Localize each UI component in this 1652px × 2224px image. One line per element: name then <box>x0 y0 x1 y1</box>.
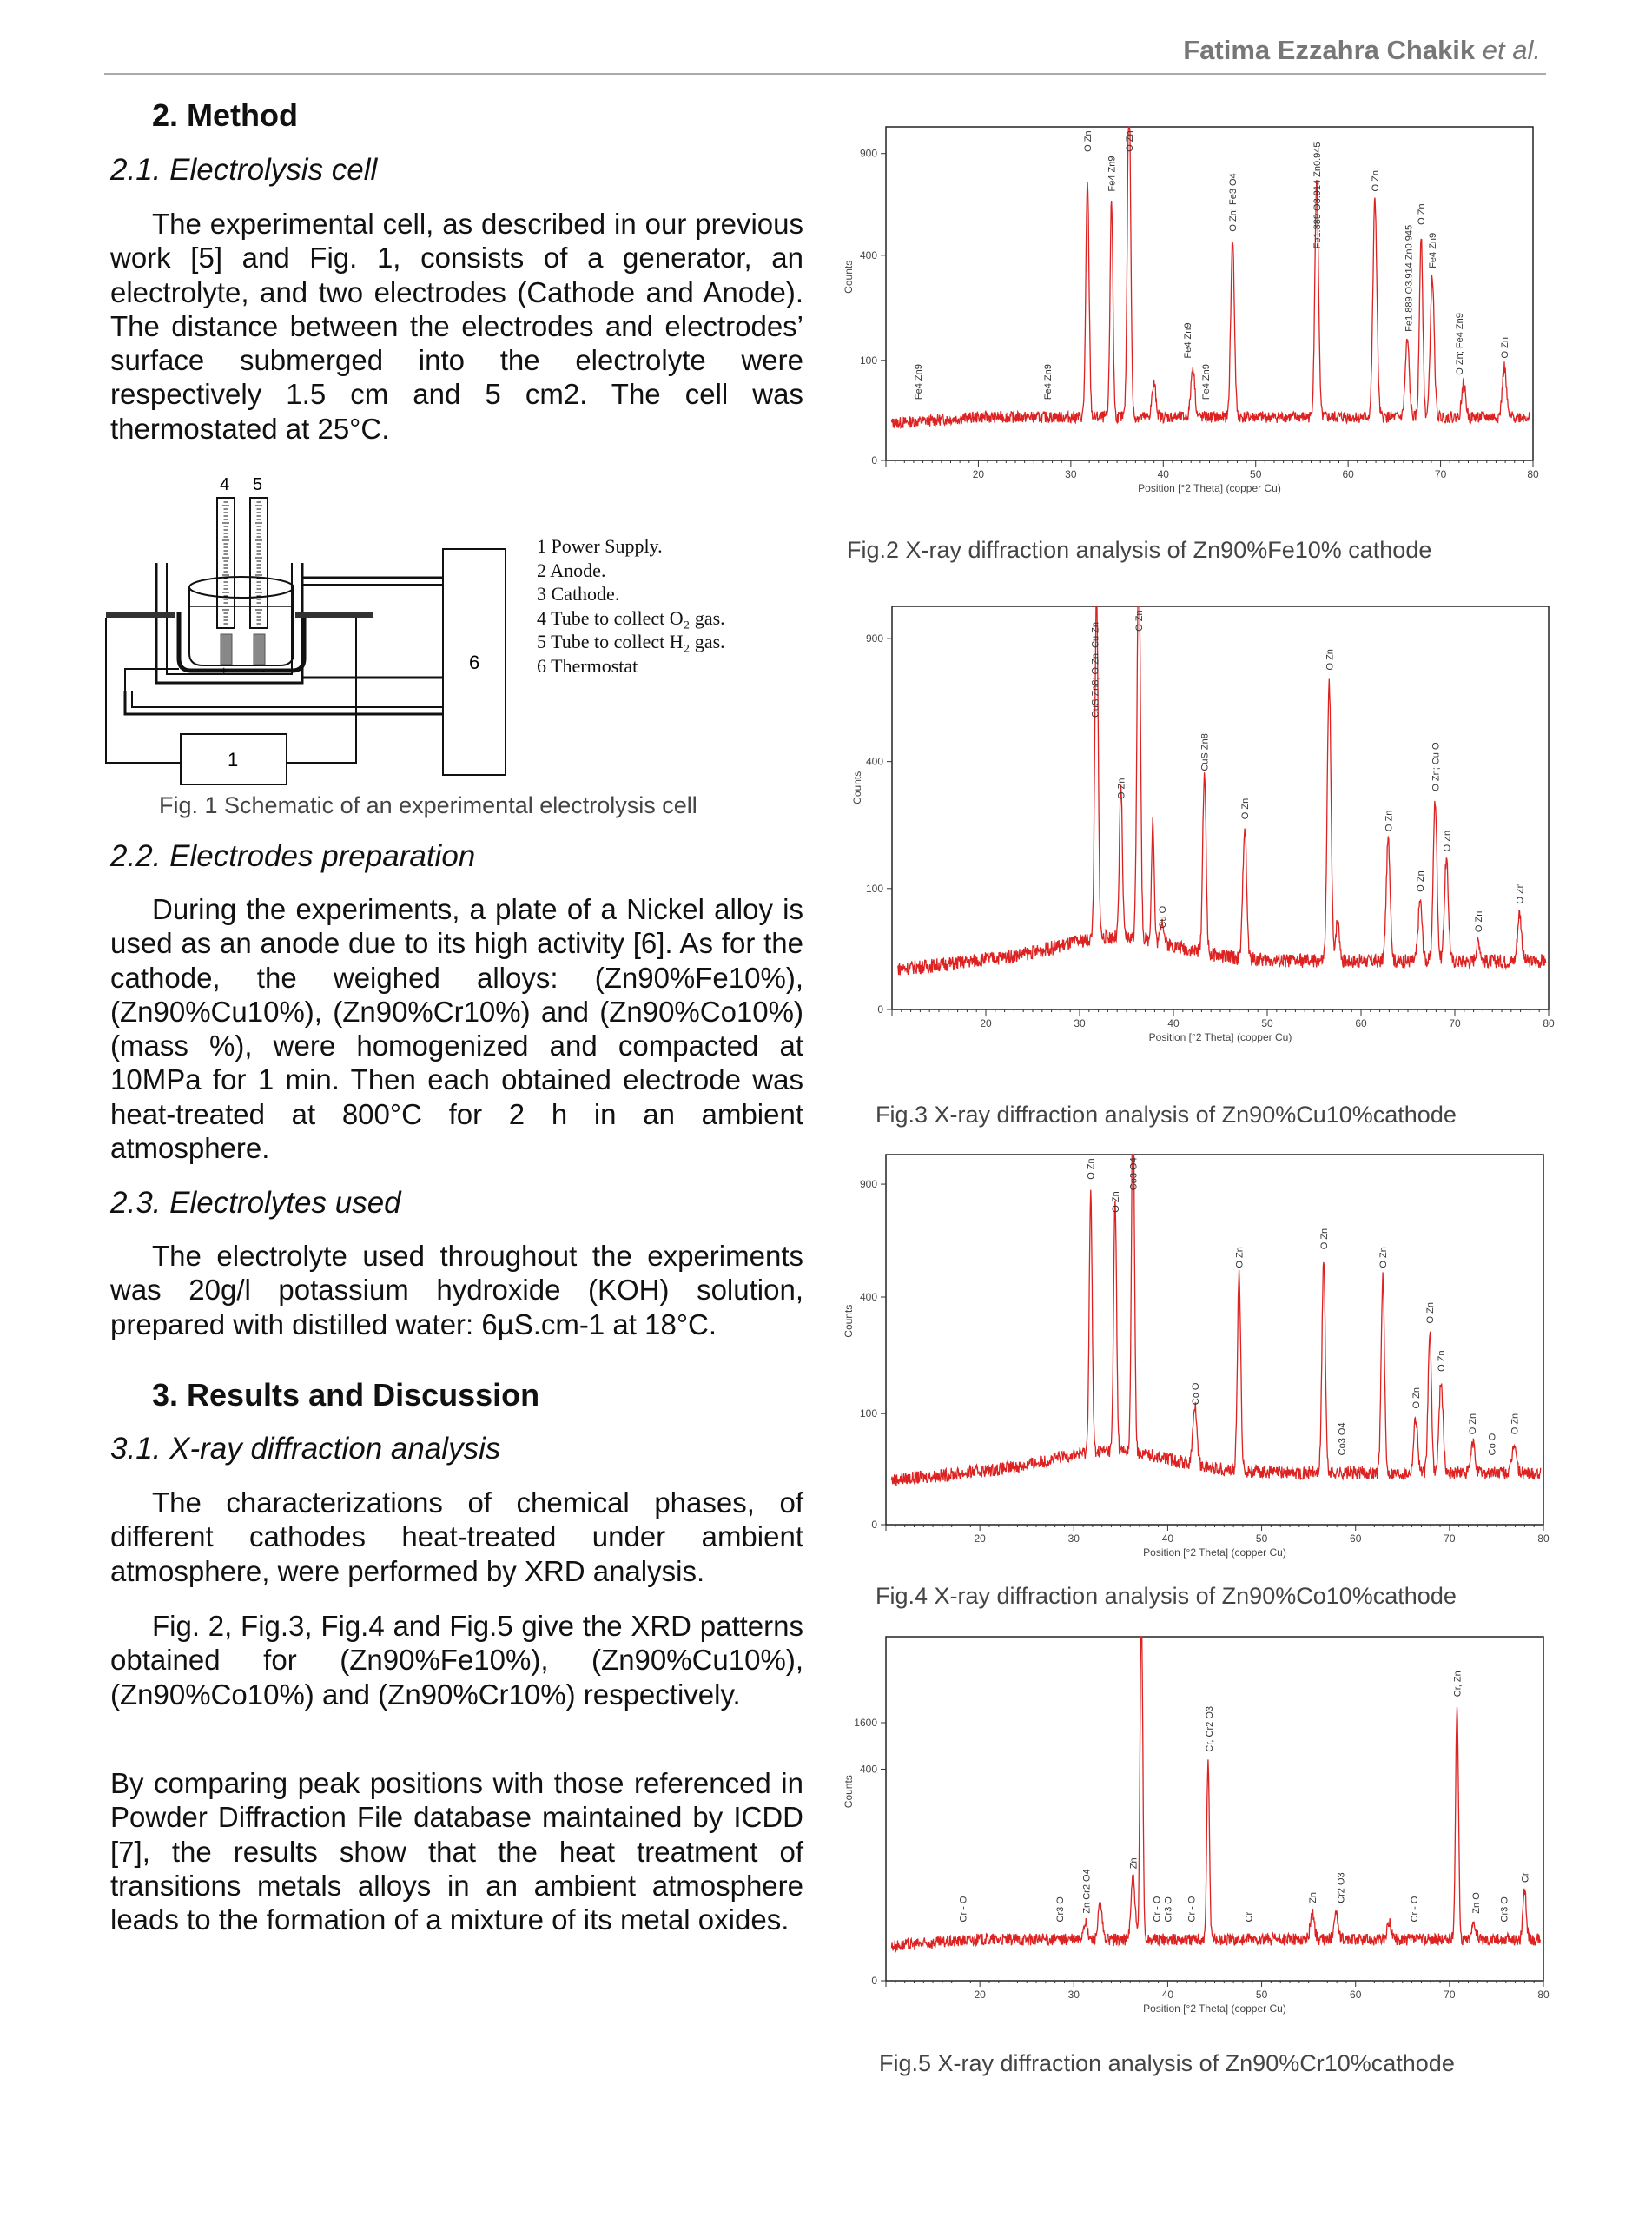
figure-1-caption: Fig. 1 Schematic of an experimental electrolysis cell <box>159 792 697 818</box>
y-tick-label: 1600 <box>854 1717 877 1729</box>
legend-item: 3 Cathode. <box>537 583 620 605</box>
x-tick-label: 70 <box>1444 1532 1456 1545</box>
peak-label: O Zn <box>1086 1158 1097 1180</box>
peak-label: O Zn; Cu O <box>1431 742 1442 791</box>
peak-label: Fe1.889 O3.914 Zn0.945 <box>1312 142 1323 249</box>
figure-2-caption: Fig.2 X-ray diffraction analysis of Zn90%Fe10% cathode <box>847 537 1432 563</box>
x-tick-label: 40 <box>1161 1532 1174 1545</box>
section-2-heading: 2. Method <box>152 97 298 133</box>
peak-label: Fe4 Zn9 <box>1201 364 1213 400</box>
peak-label: Co O <box>1487 1433 1498 1456</box>
y-axis-label: Counts <box>851 771 863 804</box>
peak-label: O Zn <box>1116 778 1127 799</box>
peak-label: O Zn <box>1110 1191 1121 1213</box>
peak-label: O Zn <box>1240 798 1252 820</box>
peak-label: O Zn <box>1134 610 1146 632</box>
xrd-chart-zn-co <box>838 1151 1559 1568</box>
peak-label: Cr - O <box>1409 1896 1420 1923</box>
xrd-chart-zn-cr <box>838 1633 1559 2024</box>
plus-sign: + <box>221 664 228 677</box>
peak-label: Zn <box>1128 1857 1140 1870</box>
peak-label: Co O <box>1190 1382 1201 1406</box>
x-tick-label: 30 <box>1065 468 1077 480</box>
x-axis-label: Position [°2 Theta] (copper Cu) <box>1138 482 1281 494</box>
peak-label: O Zn <box>1417 203 1428 225</box>
peak-label: Cr <box>1520 1872 1531 1883</box>
xrd-chart-zn-fe <box>838 122 1550 504</box>
y-axis-label: Counts <box>843 260 855 294</box>
peak-label: CuS Zn8; O Zn; Cu Zn <box>1090 621 1101 718</box>
peak-label: O Zn <box>1474 910 1484 933</box>
x-tick-label: 60 <box>1350 1989 1362 2001</box>
power-supply-label: 1 <box>228 749 239 771</box>
xrd-pattern-line <box>898 606 1546 976</box>
x-tick-label: 50 <box>1255 1989 1268 2001</box>
x-tick-label: 80 <box>1537 1532 1550 1545</box>
legend-item: 6 Thermostat <box>537 654 638 677</box>
tube-label-5: 5 <box>253 475 263 494</box>
peak-label: O Zn <box>1378 1247 1390 1268</box>
paragraph-electrolysis-cell: The experimental cell, as described in our previous work [5] and Fig. 1, consists of a generator, an electrolyte, and two electrodes (Cathode and Anode). The distance between the electrodes and electrodes’ surface submerged into the electrolyte were respectively 1.5 cm and 5 cm2. The cell was thermostated at 25°C. <box>110 208 803 445</box>
peak-label: Co3 O4 <box>1337 1422 1348 1456</box>
peak-label: O Zn; Fe4 Zn9 <box>1454 313 1465 375</box>
x-axis-label: Position [°2 Theta] (copper Cu) <box>1143 1546 1286 1559</box>
x-tick-label: 50 <box>1255 1532 1268 1545</box>
minus-sign: - <box>261 664 266 677</box>
subsection-2-3-heading: 2.3. Electrolytes used <box>110 1186 401 1220</box>
paragraph-xrd-conclusion: By comparing peak positions with those referenced in Powder Diffraction File database maintained by ICDD [7], the results show that the heat treatment of transitions metals alloys in an ambient atmosphere leads to the formation of a mixture of its metal oxides. <box>110 1767 803 1936</box>
peak-label: Fe4 Zn9 <box>1182 322 1193 359</box>
y-tick-label: 400 <box>865 755 883 768</box>
paragraph-electrodes-preparation: During the experiments, a plate of a Nickel alloy is used as an anode due to its high activity [6]. As for the cathode, the weighed alloys: (Zn90%Fe10%), (Zn90%Cu10%), (Zn90%Cr10%) and (Zn90%Co10%) (mass %), were homogenized and compacted at 10MPa for 1 min. Then each obtained electrode was heat-treated at 800°C for 2 h in an ambient atmosphere. <box>110 893 803 1165</box>
peak-label: Fe4 Zn9 <box>1043 364 1054 400</box>
peak-label: Fe4 Zn9 <box>914 364 925 400</box>
y-tick-label: 400 <box>859 1291 877 1304</box>
peak-label: Fe4 Zn9 <box>1107 156 1118 192</box>
peak-label: O Zn <box>1083 130 1094 152</box>
paragraph-xrd-intro: The characterizations of chemical phases, of different cathodes heat-treated under ambient atmosphere, were performed by XRD analysis. <box>110 1486 803 1587</box>
peak-label: O Zn <box>1515 883 1526 904</box>
figure-5-caption: Fig.5 X-ray diffraction analysis of Zn90%Cr10%cathode <box>879 2050 1455 2076</box>
xrd-chart-zn-cu <box>847 601 1559 1053</box>
peak-label: O Zn <box>1500 337 1511 359</box>
figure-3-caption: Fig.3 X-ray diffraction analysis of Zn90%Cu10%cathode <box>876 1102 1457 1128</box>
x-tick-label: 80 <box>1537 1989 1550 2001</box>
peak-label: Cu O <box>1158 905 1169 929</box>
plot-frame <box>886 127 1533 460</box>
collection-tube-4 <box>217 498 235 628</box>
x-tick-label: 40 <box>1157 468 1169 480</box>
section-3-heading: 3. Results and Discussion <box>152 1377 540 1413</box>
peak-label: Cr - O <box>958 1896 969 1923</box>
y-tick-label: 900 <box>859 1178 877 1191</box>
peak-label: Cr3 O <box>1163 1896 1174 1923</box>
y-axis-label: Counts <box>843 1304 855 1338</box>
y-tick-label: 400 <box>859 248 877 261</box>
x-tick-label: 70 <box>1449 1017 1461 1029</box>
xrd-pattern-line <box>892 1155 1541 1486</box>
y-tick-label: 100 <box>859 1407 877 1420</box>
x-tick-label: 40 <box>1167 1017 1180 1029</box>
x-tick-label: 60 <box>1355 1017 1367 1029</box>
x-tick-label: 50 <box>1250 468 1262 480</box>
peak-label: Cr3 O <box>1499 1896 1510 1923</box>
paragraph-electrolytes-used: The electrolyte used throughout the experiments was 20g/l potassium hydroxide (KOH) solution, prepared with distilled water: 6µS.cm-1 at 18°C. <box>110 1240 803 1340</box>
y-tick-label: 0 <box>877 1003 883 1016</box>
peak-label: Fe1.889 O3.914 Zn0.945 <box>1404 224 1415 332</box>
y-tick-label: 400 <box>859 1763 877 1776</box>
y-tick-label: 900 <box>859 147 877 160</box>
x-tick-label: 80 <box>1527 468 1539 480</box>
peak-label: O Zn <box>1510 1413 1521 1435</box>
peak-label: O Zn <box>1467 1413 1478 1435</box>
x-tick-label: 30 <box>1074 1017 1086 1029</box>
peak-label: O Zn <box>1318 1228 1330 1250</box>
peak-label: CuS Zn8 <box>1199 733 1211 771</box>
diagram-legend <box>537 534 741 678</box>
subsection-2-2-heading: 2.2. Electrodes preparation <box>110 839 476 873</box>
y-tick-label: 100 <box>859 354 877 367</box>
legend-item: 4 Tube to collect O₂ gas. <box>537 606 725 629</box>
subsection-2-1-heading: 2.1. Electrolysis cell <box>110 153 378 187</box>
peak-label: O Zn <box>1442 830 1453 852</box>
peak-label: Cr - O <box>1186 1896 1198 1923</box>
peak-label: Cr, Cr2 O3 <box>1205 1705 1216 1752</box>
header-rule <box>104 73 1546 75</box>
x-tick-label: 70 <box>1434 468 1447 480</box>
x-tick-label: 60 <box>1342 468 1354 480</box>
plot-frame <box>886 1155 1543 1525</box>
plot-frame <box>886 1637 1543 1981</box>
x-tick-label: 30 <box>1067 1989 1080 2001</box>
x-tick-label: 60 <box>1350 1532 1362 1545</box>
y-tick-label: 900 <box>865 632 883 645</box>
peak-label: Zn Cr2 O4 <box>1081 1869 1093 1914</box>
x-tick-label: 20 <box>974 1532 986 1545</box>
peak-label: O Zn <box>1234 1247 1246 1268</box>
figure-4-caption: Fig.4 X-ray diffraction analysis of Zn90%Co10%cathode <box>876 1583 1457 1609</box>
legend-item: 2 Anode. <box>537 559 606 581</box>
peak-label: Cr <box>1244 1911 1255 1923</box>
peak-label: O Zn <box>1437 1350 1448 1372</box>
x-axis-label: Position [°2 Theta] (copper Cu) <box>1148 1031 1292 1043</box>
peak-label: O Zn <box>1371 170 1382 192</box>
peak-label: Cr, Zn <box>1452 1671 1464 1698</box>
running-header-author: Fatima Ezzahra Chakik et al. <box>1183 35 1541 65</box>
y-tick-label: 0 <box>871 1519 877 1531</box>
tube-label-4: 4 <box>220 475 230 494</box>
collection-tube-5 <box>250 498 268 628</box>
x-tick-label: 80 <box>1543 1017 1555 1029</box>
x-axis-label: Position [°2 Theta] (copper Cu) <box>1143 2002 1286 2015</box>
paragraph-xrd-figures: Fig. 2, Fig.3, Fig.4 and Fig.5 give the XRD patterns obtained for (Zn90%Fe10%), (Zn90%Cu10%), (Zn90%Co10%) and (Zn90%Cr10%) respectively. <box>110 1610 803 1711</box>
xrd-pattern-line <box>892 1637 1541 1951</box>
thermostat-label: 6 <box>469 652 480 673</box>
peak-label: O Zn <box>1416 870 1427 892</box>
y-tick-label: 0 <box>871 454 877 467</box>
peak-label: Cr2 O3 <box>1336 1872 1347 1903</box>
subsection-3-1-heading: 3.1. X-ray diffraction analysis <box>110 1432 501 1466</box>
y-tick-label: 100 <box>865 882 883 895</box>
y-tick-label: 0 <box>871 1975 877 1987</box>
peak-label: Co3 O4 <box>1128 1157 1140 1191</box>
peak-label: Cr - O <box>1152 1896 1163 1923</box>
peak-label: O Zn <box>1425 1302 1437 1324</box>
peak-label: O Zn <box>1384 810 1395 832</box>
peak-label: O Zn <box>1124 130 1135 152</box>
x-tick-label: 20 <box>974 1989 986 2001</box>
peak-label: O Zn <box>1325 649 1336 671</box>
peak-label: O Zn; Fe3 O4 <box>1228 173 1239 232</box>
legend-item: 5 Tube to collect H₂ gas. <box>537 631 725 652</box>
x-tick-label: 50 <box>1261 1017 1273 1029</box>
peak-label: Zn <box>1307 1891 1318 1903</box>
x-tick-label: 30 <box>1067 1532 1080 1545</box>
legend-item: 1 Power Supply. <box>537 535 663 557</box>
peak-label: Cr3 O <box>1055 1896 1067 1923</box>
peak-label: O Zn <box>1411 1387 1422 1409</box>
x-tick-label: 40 <box>1161 1989 1174 2001</box>
x-tick-label: 20 <box>980 1017 992 1029</box>
x-tick-label: 20 <box>972 468 985 480</box>
peak-label: Fe4 Zn9 <box>1427 232 1438 268</box>
x-tick-label: 70 <box>1444 1989 1456 2001</box>
y-axis-label: Counts <box>843 1775 855 1809</box>
peak-label: Zn O <box>1471 1892 1483 1914</box>
